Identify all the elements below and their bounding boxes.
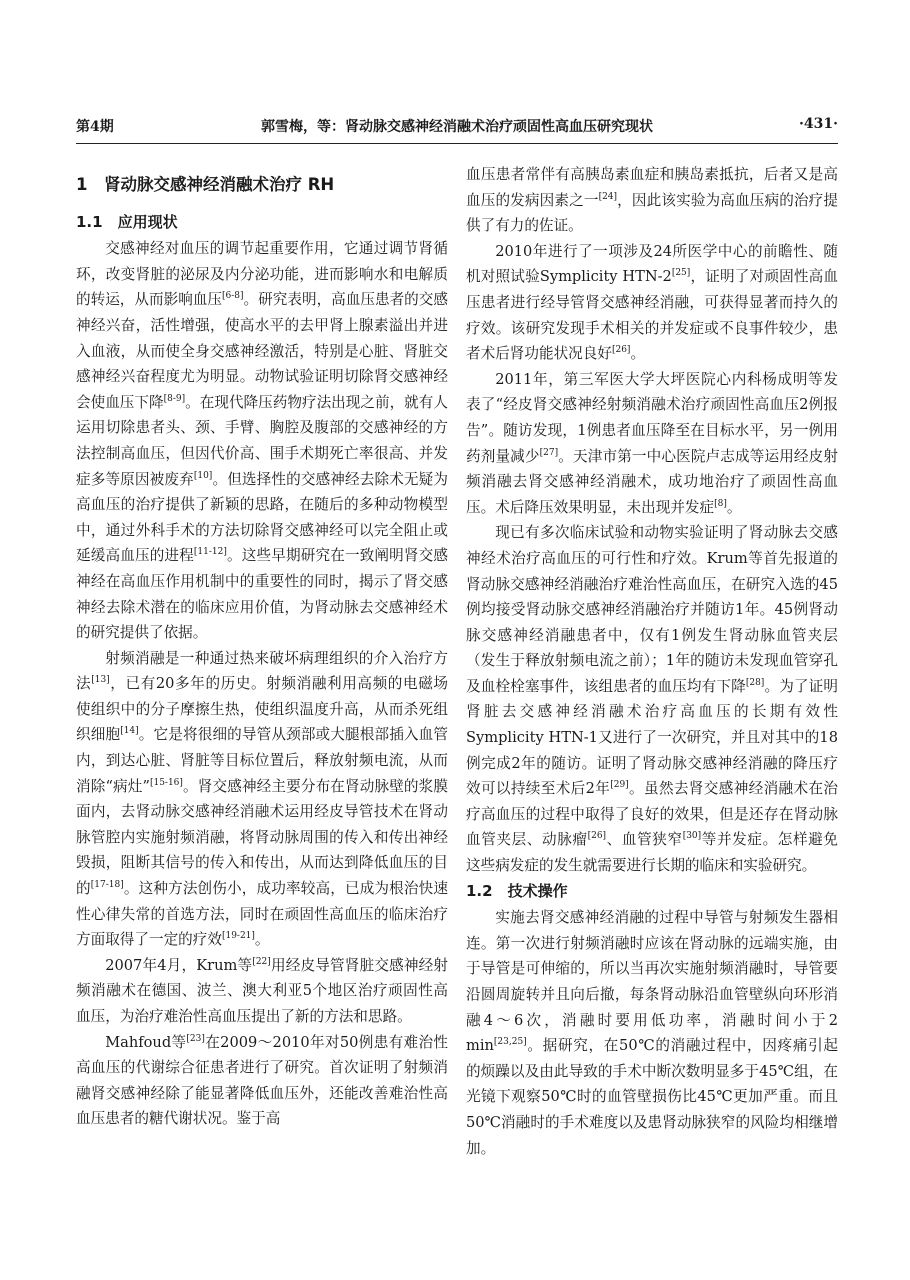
citation: [29] [610,780,629,791]
paragraph: 2007年4月，Krum等[22]用经皮导管肾脏交感神经射频消融术在德国、波兰、澳大利亚5个地区治疗顽固性高血压，为治疗难治性高血压提出了新的方法和思路。 [76,956,448,1025]
paragraph: 2010年进行了一项涉及24所医学中心的前瞻性、随机对照试验Symplicity HTN-2[25]，证明了对顽固性高血压患者进行经导管肾交感神经消融，可获得显著而持久的疗效。该研究发现手术相关的并发症或不良事件较少，患者术后肾功能状况良好[26]。 [466,242,838,363]
subsection-title: 1.1 应用现状 [76,212,178,231]
right-column [466,162,838,1161]
citation: [30] [682,831,702,842]
citation: [23,25] [493,1037,527,1048]
citation: [14] [120,726,139,737]
subsection-title: 1.2 技术操作 [466,881,568,900]
citation: [26] [587,831,607,842]
citation: [13] [91,675,110,686]
running-header [76,116,838,140]
page-number: ·431· [799,116,838,132]
paragraph: 交感神经对血压的调节起重要作用，它通过调节肾循环，改变肾脏的泌尿及内分泌功能，进而影响水和电解质的转运，从而影响血压[6-8]。研究表明，高血压患者的交感神经兴奋，活性增强，使高水平的去甲肾上腺素溢出并进入血液，从而使全身交感神经激活，特别是心脏、肾脏交感神经兴奋程度尤为明显。动物试验证明切除肾交感神经会使血压下降[8-9]。在现代降压药物疗法出现之前，就有人运用切除患者头、颈、手臂、胸腔及腹部的交感神经的方法控制高血压，但因代价高、围手术期死亡率很高、并发症多等原因被废弃[10]。但选择性的交感神经去除术无疑为高血压的治疗提供了新颖的思路，在随后的多种动物模型中，通过外科手术的方法切除肾交感神经可以完全阻止或延缓高血压的进程[11-12]。这些早期研究在一致阐明肾交感神经在高血压作用机制中的重要性的同时，揭示了肾交感神经去除术潜在的临床应用价值，为肾动脉去交感神经术的研究提供了依据。 [76,240,448,642]
citation: [11-12] [193,547,227,558]
paragraph: 实施去肾交感神经消融的过程中导管与射频发生器相连。第一次进行射频消融时应该在肾动脉的远端实施，由于导管是可伸缩的，所以当再次实施射频消融时，导管要沿圆周旋转并且向后撤，每条肾动脉沿血管壁纵向环形消融4～6次，消融时要用低功率，消融时间小于2 min[23,25]。据研究，在50℃的消融过程中，因疼痛引起的烦躁以及由此导致的手术中断次数明显多于45℃组，在光镜下观察50℃时的血管壁损伤比45℃更加严重。而且50℃消融时的手术难度以及患肾动脉狭窄的风险均相继增加。 [466,909,838,1157]
paragraph: 2011年，第三军医大学大坪医院心内科杨成明等发表了“经皮肾交感神经射频消融术治疗顽固性高血压2例报告”。随访发现，1例患者血压降至在目标水平，另一例用药剂量减少[27]。天津市第一中心医院卢志成等运用经皮射频消融去肾交感神经消融术，成功地治疗了顽固性高血压。术后降压效果明显，未出现并发症[8]。 [466,370,838,516]
paragraph: 射频消融是一种通过热来破坏病理组织的介入治疗方法[13]，已有20多年的历史。射频消融利用高频的电磁场使组织中的分子摩擦生热，使组织温度升高，从而杀死组织细胞[14]。它是将很细的导管从颈部或大腿根部插入血管内，到达心脏、肾脏等目标位置后，释放射频电流，从而消除“病灶”[15-16]。肾交感神经主要分布在肾动脉壁的浆膜面内，去肾动脉交感神经消融术运用经皮导管技术在肾动脉管腔内实施射频消融，将肾动脉周围的传入和传出神经毁损，阻断其信号的传入和传出，从而达到降低血压的目的[17-18]。这种方法创伤小，成功率较高，已成为根治快速性心律失常的首选方法，同时在顽固性高血压的临床治疗方面取得了一定的疗效[19-21]。 [76,649,448,949]
issue-number: 第4期 [76,119,114,135]
section-title: 1 肾动脉交感神经消融术治疗 RH [76,175,335,194]
citation: [25] [671,268,691,279]
header-rule [76,143,838,144]
citation: [10] [193,470,213,481]
citation: [26] [611,345,631,356]
paragraph: Mahfoud等[23]在2009～2010年对50例患有难治性高血压的代谢综合征患者进行了研究。首次证明了射频消融肾交感神经除了能显著降低血压外，还能改善难治性高血压患者的糖代谢状况。鉴于高 [76,1033,448,1128]
citation: [27] [539,447,559,458]
citation: [8-9] [163,393,186,404]
citation: [15-16] [149,777,183,788]
citation: [23] [186,1033,205,1044]
citation: [19-21] [221,931,255,942]
paragraph: 血压患者常伴有高胰岛素血症和胰岛素抵抗，后者又是高血压的发病因素之一[24]，因此该实验为高血压病的治疗提供了有力的佐证。 [466,166,838,235]
citation: [8] [714,498,727,509]
running-title: 郭雪梅，等：肾动脉交感神经消融术治疗顽固性高血压研究现状 [261,119,653,135]
paragraph: 现已有多次临床试验和动物实验证明了肾动脉去交感神经术治疗高血压的可行性和疗效。Krum等首先报道的肾动脉交感神经消融治疗难治性高血压，在研究入选的45例均接受肾动脉交感神经消融治疗并随访1年。45例肾动脉交感神经消融患者中，仅有1例发生肾动脉血管夹层（发生于释放射频电流之前）；1年的随访未发现血管穿孔及血栓栓塞事件，该组患者的血压均有下降[28]。为了证明肾脏去交感神经消融术治疗高血压的长期有效性Symplicity HTN-1又进行了一次研究，并且对其中的18例完成2年的随访。证明了肾动脉交感神经消融的降压疗效可以持续至术后2年[29]。虽然去肾交感神经消融术在治疗高血压的过程中取得了良好的效果，但是还存在肾动脉血管夹层、动脉瘤[26]、血管狭窄[30]等并发症。怎样避免这些病发症的发生就需要进行长期的临床和实验研究。 [466,524,838,875]
citation: [28] [745,678,765,689]
citation: [22] [252,956,271,967]
citation: [17-18] [90,880,124,891]
citation: [6-8] [222,291,244,302]
citation: [24] [598,191,618,202]
left-column [76,162,448,1132]
